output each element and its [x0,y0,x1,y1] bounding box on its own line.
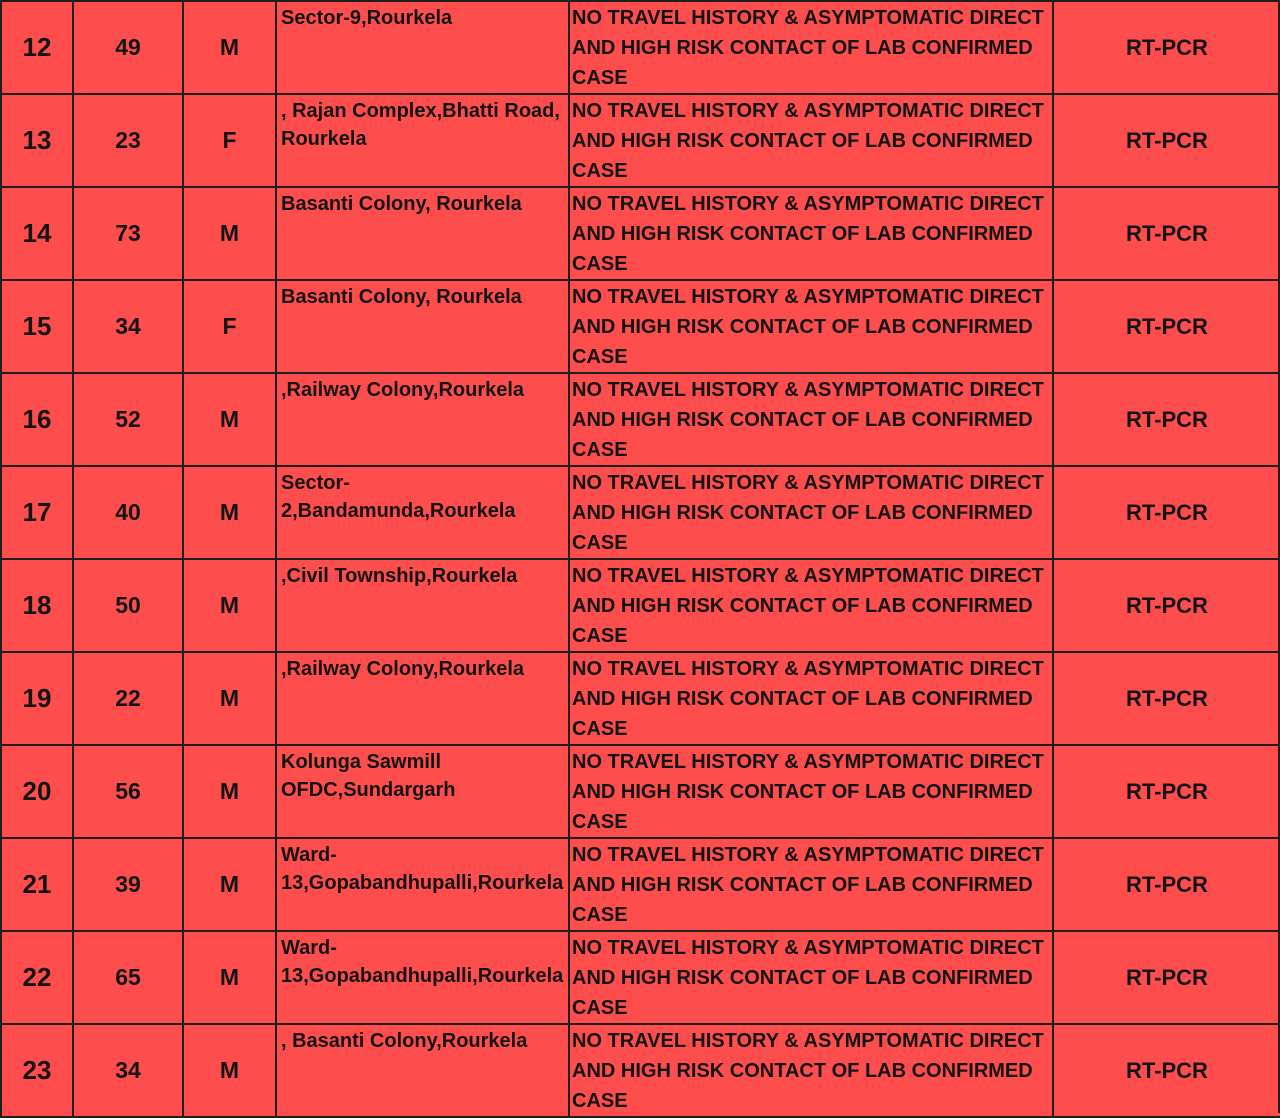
address: Basanti Colony, Rourkela [276,187,569,280]
test-type: RT-PCR [1053,373,1280,466]
travel-contact-history: NO TRAVEL HISTORY & ASYMPTOMATIC DIRECT AND HIGH RISK CONTACT OF LAB CONFIRMED CASE [569,466,1053,559]
test-type: RT-PCR [1053,559,1280,652]
sex: F [183,280,276,373]
sex: M [183,652,276,745]
travel-contact-history: NO TRAVEL HISTORY & ASYMPTOMATIC DIRECT AND HIGH RISK CONTACT OF LAB CONFIRMED CASE [569,931,1053,1024]
table-row [1,745,1280,838]
serial-number: 12 [1,1,73,94]
table-row [1,559,1280,652]
travel-contact-history: NO TRAVEL HISTORY & ASYMPTOMATIC DIRECT AND HIGH RISK CONTACT OF LAB CONFIRMED CASE [569,373,1053,466]
travel-contact-history: NO TRAVEL HISTORY & ASYMPTOMATIC DIRECT AND HIGH RISK CONTACT OF LAB CONFIRMED CASE [569,1024,1053,1117]
test-type: RT-PCR [1053,1024,1280,1117]
address: ,Railway Colony,Rourkela [276,373,569,466]
address: , Basanti Colony,Rourkela [276,1024,569,1117]
travel-contact-history: NO TRAVEL HISTORY & ASYMPTOMATIC DIRECT AND HIGH RISK CONTACT OF LAB CONFIRMED CASE [569,652,1053,745]
table-row [1,280,1280,373]
sex: M [183,559,276,652]
sex: F [183,94,276,187]
table-row [1,1,1280,94]
age: 34 [73,280,183,373]
table-row [1,931,1280,1024]
travel-contact-history: NO TRAVEL HISTORY & ASYMPTOMATIC DIRECT AND HIGH RISK CONTACT OF LAB CONFIRMED CASE [569,280,1053,373]
serial-number: 16 [1,373,73,466]
travel-contact-history: NO TRAVEL HISTORY & ASYMPTOMATIC DIRECT AND HIGH RISK CONTACT OF LAB CONFIRMED CASE [569,94,1053,187]
test-type: RT-PCR [1053,1,1280,94]
age: 52 [73,373,183,466]
test-type: RT-PCR [1053,466,1280,559]
serial-number: 14 [1,187,73,280]
serial-number: 19 [1,652,73,745]
test-type: RT-PCR [1053,838,1280,931]
address: Ward-13,Gopabandhupalli,Rourkela [276,838,569,931]
table-row [1,838,1280,931]
age: 50 [73,559,183,652]
table-row [1,94,1280,187]
test-type: RT-PCR [1053,187,1280,280]
age: 65 [73,931,183,1024]
sex: M [183,466,276,559]
sex: M [183,373,276,466]
travel-contact-history: NO TRAVEL HISTORY & ASYMPTOMATIC DIRECT AND HIGH RISK CONTACT OF LAB CONFIRMED CASE [569,187,1053,280]
age: 34 [73,1024,183,1117]
travel-contact-history: NO TRAVEL HISTORY & ASYMPTOMATIC DIRECT AND HIGH RISK CONTACT OF LAB CONFIRMED CASE [569,559,1053,652]
serial-number: 18 [1,559,73,652]
travel-contact-history: NO TRAVEL HISTORY & ASYMPTOMATIC DIRECT AND HIGH RISK CONTACT OF LAB CONFIRMED CASE [569,838,1053,931]
address: ,Civil Township,Rourkela [276,559,569,652]
address: Ward-13,Gopabandhupalli,Rourkela [276,931,569,1024]
table-row [1,652,1280,745]
age: 39 [73,838,183,931]
sex: M [183,1024,276,1117]
address: Basanti Colony, Rourkela [276,280,569,373]
sex: M [183,1,276,94]
address: Kolunga Sawmill OFDC,Sundargarh [276,745,569,838]
serial-number: 15 [1,280,73,373]
table-row [1,187,1280,280]
address: ,Railway Colony,Rourkela [276,652,569,745]
address: Sector-2,Bandamunda,Rourkela [276,466,569,559]
age: 23 [73,94,183,187]
test-type: RT-PCR [1053,745,1280,838]
table-row [1,1024,1280,1117]
serial-number: 22 [1,931,73,1024]
table-row [1,466,1280,559]
age: 49 [73,1,183,94]
test-type: RT-PCR [1053,931,1280,1024]
serial-number: 17 [1,466,73,559]
sex: M [183,838,276,931]
table-row [1,373,1280,466]
age: 56 [73,745,183,838]
serial-number: 13 [1,94,73,187]
age: 73 [73,187,183,280]
age: 22 [73,652,183,745]
sex: M [183,931,276,1024]
test-type: RT-PCR [1053,94,1280,187]
serial-number: 20 [1,745,73,838]
test-type: RT-PCR [1053,652,1280,745]
test-type: RT-PCR [1053,280,1280,373]
serial-number: 23 [1,1024,73,1117]
age: 40 [73,466,183,559]
sex: M [183,745,276,838]
case-rows [1,1,1280,1117]
serial-number: 21 [1,838,73,931]
address: Sector-9,Rourkela [276,1,569,94]
address: , Rajan Complex,Bhatti Road, Rourkela [276,94,569,187]
travel-contact-history: NO TRAVEL HISTORY & ASYMPTOMATIC DIRECT AND HIGH RISK CONTACT OF LAB CONFIRMED CASE [569,745,1053,838]
travel-contact-history: NO TRAVEL HISTORY & ASYMPTOMATIC DIRECT AND HIGH RISK CONTACT OF LAB CONFIRMED CASE [569,1,1053,94]
sex: M [183,187,276,280]
